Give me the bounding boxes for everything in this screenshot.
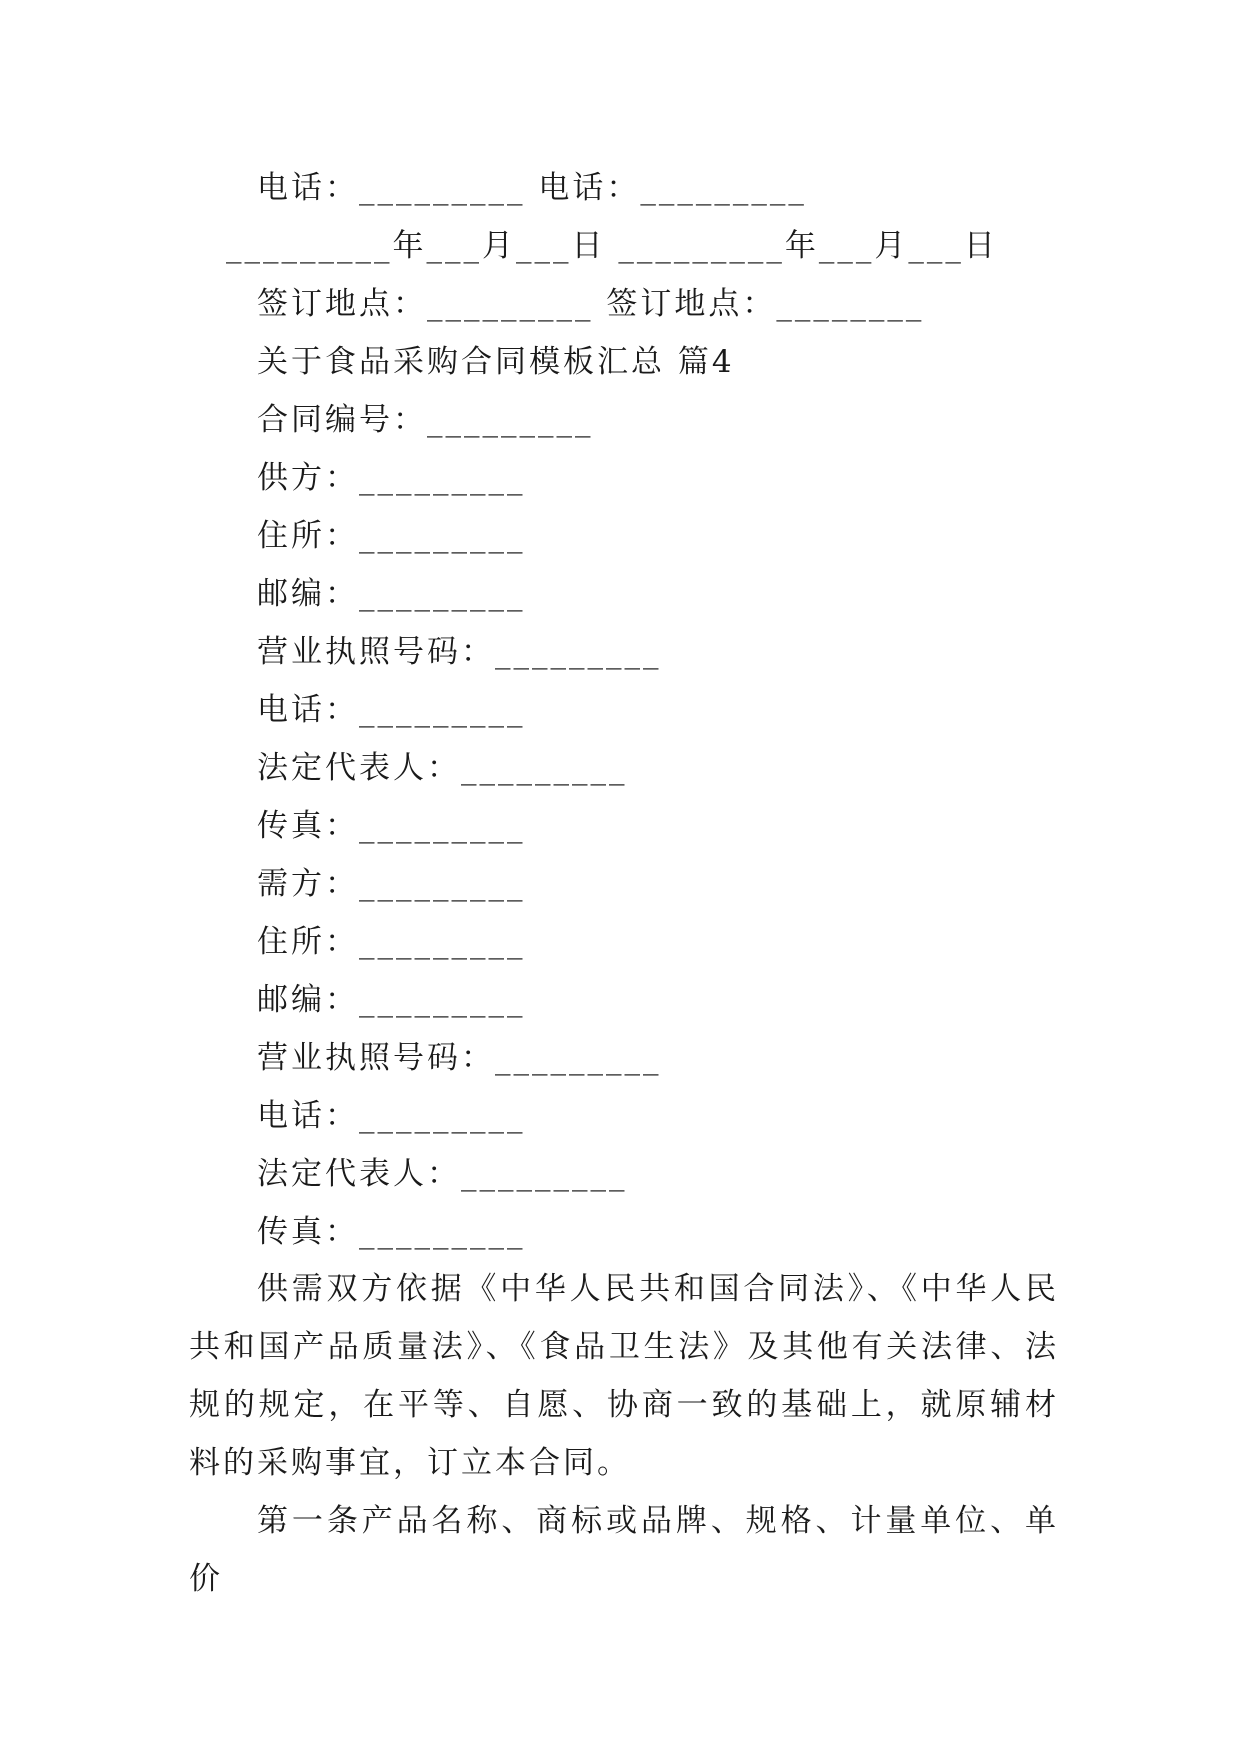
article-one-paragraph: 第一条产品名称、商标或品牌、规格、计量单位、单价 xyxy=(189,1503,1059,1597)
supplier-fax-line: 传真：_________ xyxy=(257,808,526,844)
preamble-paragraph: 供需双方依据《中华人民共和国合同法》、《中华人民共和国产品质量法》、《食品卫生法》及其他有关法律、法规的规定，在平等、自愿、协商一致的基础上，就原辅材料的采购事宜，订立本合同。 xyxy=(189,1271,1059,1481)
body-text xyxy=(189,1260,1059,1608)
date-line-pair: _________年___月___日 _________年___月___日 xyxy=(226,228,998,264)
buyer-line: 需方：_________ xyxy=(257,866,526,902)
supplier-line: 供方：_________ xyxy=(257,460,526,496)
buyer-postcode-line: 邮编：_________ xyxy=(257,982,526,1018)
signing-place-line-pair: 签订地点：_________ 签订地点：________ xyxy=(257,286,925,322)
section-title: 关于食品采购合同模板汇总 篇4 xyxy=(257,344,735,380)
supplier-phone-line: 电话：_________ xyxy=(257,692,526,728)
supplier-legal-rep-line: 法定代表人：_________ xyxy=(257,750,628,786)
buyer-fax-line: 传真：_________ xyxy=(257,1214,526,1250)
buyer-address-line: 住所：_________ xyxy=(257,924,526,960)
phone-line-pair: 电话：_________ 电话：_________ xyxy=(257,170,807,206)
contract-number-line: 合同编号：_________ xyxy=(257,402,594,438)
supplier-license-line: 营业执照号码：_________ xyxy=(257,634,662,670)
supplier-address-line: 住所：_________ xyxy=(257,518,526,554)
buyer-phone-line: 电话：_________ xyxy=(257,1098,526,1134)
buyer-legal-rep-line: 法定代表人：_________ xyxy=(257,1156,628,1192)
buyer-license-line: 营业执照号码：_________ xyxy=(257,1040,662,1076)
supplier-postcode-line: 邮编：_________ xyxy=(257,576,526,612)
